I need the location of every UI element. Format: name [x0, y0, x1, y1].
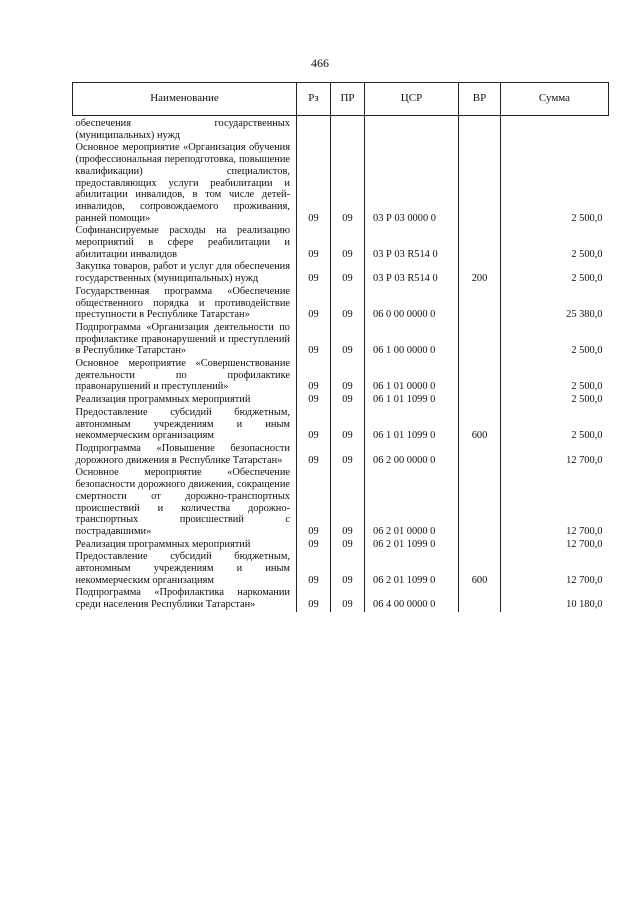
cell-vr: [459, 322, 501, 358]
cell-name: Подпрограмма «Профилактика наркомании среди населения Республики Татарстан»: [75, 587, 290, 611]
cell-rz: 09: [297, 539, 331, 552]
cell-pr: 09: [331, 322, 365, 358]
cell-sum: 2 500,0: [501, 322, 609, 358]
cell-pr: [331, 116, 365, 143]
cell-rz: 09: [297, 142, 331, 225]
cell-name: Софинансируемые расходы на реализацию мероприятий в сфере реабилитации и абилитации инвалидов: [75, 225, 290, 260]
cell-name: Предоставление субсидий бюджетным, автономным учреждениям и иным некоммерческим организациям: [75, 551, 290, 586]
cell-csr: 06 1 01 1099 0: [365, 394, 459, 407]
table-row: [73, 467, 609, 538]
cell-csr: 03 Р 03 0000 0: [365, 142, 459, 225]
cell-pr: 09: [331, 467, 365, 538]
cell-pr: 09: [331, 142, 365, 225]
cell-vr: 200: [459, 261, 501, 285]
cell-rz: 09: [297, 225, 331, 261]
cell-rz: 09: [297, 261, 331, 285]
header-pr: ПР: [331, 83, 365, 116]
cell-vr: 600: [459, 551, 501, 587]
cell-csr: 06 4 00 0000 0: [365, 587, 459, 611]
cell-csr: [365, 116, 459, 143]
cell-sum: 2 500,0: [501, 394, 609, 407]
table-row: [73, 142, 609, 225]
table-header: [73, 83, 609, 116]
cell-name: Основное мероприятие «Совершенствование деятельности по профилактике правонарушений и преступлений»: [75, 358, 290, 393]
cell-sum: 2 500,0: [501, 358, 609, 394]
cell-name: обеспечения государственных (муниципальных) нужд: [75, 118, 290, 141]
table-row: [73, 358, 609, 394]
cell-vr: [459, 394, 501, 407]
table-row: [73, 261, 609, 285]
cell-csr: 06 1 01 0000 0: [365, 358, 459, 394]
cell-vr: [459, 587, 501, 611]
cell-name: Реализация программных мероприятий: [75, 394, 251, 406]
cell-vr: [459, 358, 501, 394]
cell-csr: 06 1 01 1099 0: [365, 407, 459, 443]
header-vr: ВР: [459, 83, 501, 116]
cell-csr: 03 Р 03 R514 0: [365, 225, 459, 261]
cell-rz: 09: [297, 407, 331, 443]
table-row: [73, 443, 609, 467]
table-row: [73, 587, 609, 611]
cell-rz: 09: [297, 358, 331, 394]
cell-vr: [459, 116, 501, 143]
cell-csr: 06 2 01 1099 0: [365, 539, 459, 552]
cell-sum: 12 700,0: [501, 551, 609, 587]
cell-vr: 600: [459, 407, 501, 443]
cell-csr: 03 Р 03 R514 0: [365, 261, 459, 285]
cell-vr: [459, 142, 501, 225]
cell-csr: 06 0 00 0000 0: [365, 286, 459, 322]
cell-name: Подпрограмма «Повышение безопасности дорожного движения в Республике Татарстан»: [75, 442, 290, 466]
cell-pr: 09: [331, 225, 365, 261]
header-rz: Рз: [297, 83, 331, 116]
cell-vr: [459, 225, 501, 261]
cell-sum: 12 700,0: [501, 443, 609, 467]
cell-csr: 06 2 01 1099 0: [365, 551, 459, 587]
header-sum: Сумма: [501, 83, 609, 116]
cell-csr: 06 2 01 0000 0: [365, 467, 459, 538]
cell-name: Предоставление субсидий бюджетным, автономным учреждениям и иным некоммерческим организациям: [75, 406, 290, 442]
cell-vr: [459, 286, 501, 322]
cell-sum: 2 500,0: [501, 261, 609, 285]
table-row: [73, 394, 609, 407]
cell-rz: 09: [297, 394, 331, 407]
cell-rz: 09: [297, 587, 331, 611]
table-row: [73, 286, 609, 322]
cell-pr: 09: [331, 261, 365, 285]
cell-rz: 09: [297, 467, 331, 538]
cell-sum: 25 380,0: [501, 286, 609, 322]
cell-rz: 09: [297, 551, 331, 587]
cell-name: Закупка товаров, работ и услуг для обеспечения государственных (муниципальных) нужд: [75, 261, 290, 285]
cell-name: Государственная программа «Обеспечение общественного порядка и противодействие преступности в Республике Татарстан»: [75, 285, 290, 321]
cell-sum: 2 500,0: [501, 225, 609, 261]
cell-pr: 09: [331, 358, 365, 394]
cell-pr: 09: [331, 551, 365, 587]
cell-rz: [297, 116, 331, 143]
page-number: 466: [311, 56, 329, 70]
table-row: [73, 322, 609, 358]
table-row: [73, 539, 609, 552]
table-body: [73, 116, 609, 612]
cell-sum: 10 180,0: [501, 587, 609, 611]
cell-rz: 09: [297, 286, 331, 322]
cell-sum: [501, 116, 609, 143]
cell-rz: 09: [297, 443, 331, 467]
cell-vr: [459, 467, 501, 538]
cell-name: Реализация программных мероприятий: [75, 538, 251, 550]
cell-pr: 09: [331, 407, 365, 443]
cell-pr: 09: [331, 394, 365, 407]
cell-pr: 09: [331, 587, 365, 611]
cell-vr: [459, 443, 501, 467]
table-row: [73, 116, 609, 143]
table-row: [73, 407, 609, 443]
cell-name: Подпрограмма «Организация деятельности по профилактике правонарушений и преступлений в Республике Татарстан»: [75, 321, 290, 357]
cell-sum: 12 700,0: [501, 467, 609, 538]
cell-csr: 06 2 00 0000 0: [365, 443, 459, 467]
cell-sum: 2 500,0: [501, 142, 609, 225]
budget-table: [72, 82, 609, 612]
header-name: Наименование: [73, 83, 297, 116]
cell-pr: 09: [331, 539, 365, 552]
cell-pr: 09: [331, 443, 365, 467]
table-row: [73, 225, 609, 261]
cell-name: Основное мероприятие «Организация обучения (профессиональная переподготовка, повышение квалификации) специалистов, предоставляющих услуги реабилитации и абилитации инвалидов, в том числе детей-инвалидов, сопровождаемого проживания, ранней помощи»: [75, 142, 290, 224]
cell-sum: 12 700,0: [501, 539, 609, 552]
cell-sum: 2 500,0: [501, 407, 609, 443]
cell-pr: 09: [331, 286, 365, 322]
header-csr: ЦСР: [365, 83, 459, 116]
table-row: [73, 551, 609, 587]
cell-name: Основное мероприятие «Обеспечение безопасности дорожного движения, сокращение смертности от дорожно-транспортных происшествий и количества дорожно-транспортных происшествий с пострадавшими»: [75, 467, 290, 537]
cell-vr: [459, 539, 501, 552]
cell-csr: 06 1 00 0000 0: [365, 322, 459, 358]
cell-rz: 09: [297, 322, 331, 358]
